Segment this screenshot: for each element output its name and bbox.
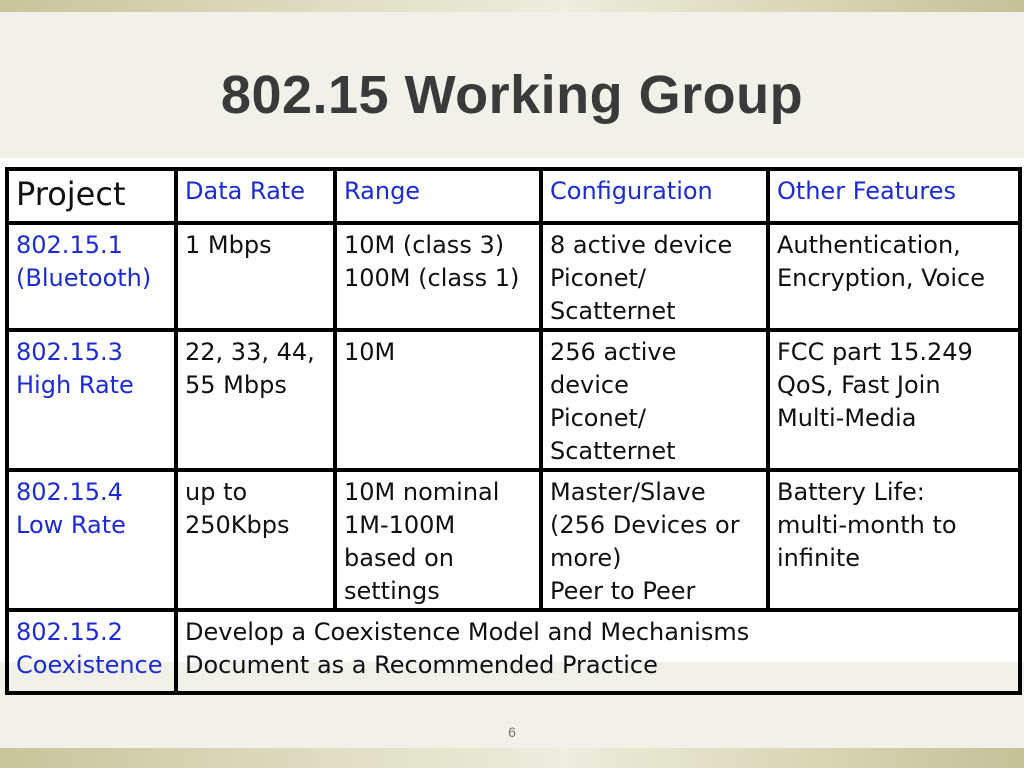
cell-configuration: 8 active device Piconet/ Scatternet xyxy=(541,223,768,330)
header-other-features: Other Features xyxy=(768,169,1020,223)
cell-project: 802.15.1 (Bluetooth) xyxy=(7,223,176,330)
table-header-row xyxy=(7,169,1020,223)
cell-data-rate: up to 250Kbps xyxy=(176,470,335,610)
bottom-decorative-band xyxy=(0,748,1024,768)
cell-range: 10M nominal 1M-100M based on settings xyxy=(335,470,541,610)
cell-other-features: Authentication, Encryption, Voice xyxy=(768,223,1020,330)
top-decorative-band xyxy=(0,0,1024,12)
cell-configuration: 256 active device Piconet/ Scatternet xyxy=(541,330,768,470)
header-range: Range xyxy=(335,169,541,223)
header-configuration: Configuration xyxy=(541,169,768,223)
table-row xyxy=(7,610,1020,693)
header-project: Project xyxy=(7,169,176,223)
working-group-table xyxy=(5,167,1022,695)
slide-title: 802.15 Working Group xyxy=(220,65,804,125)
cell-project: 802.15.4 Low Rate xyxy=(7,470,176,610)
table-row xyxy=(7,470,1020,610)
cell-range: 10M (class 3) 100M (class 1) xyxy=(335,223,541,330)
cell-other-features: FCC part 15.249 QoS, Fast Join Multi-Media xyxy=(768,330,1020,470)
table-row xyxy=(7,330,1020,470)
cell-coexistence-description: Develop a Coexistence Model and Mechanisms Document as a Recommended Practice xyxy=(176,610,1020,693)
cell-data-rate: 1 Mbps xyxy=(176,223,335,330)
table-panel xyxy=(0,158,1024,679)
header-data-rate: Data Rate xyxy=(176,169,335,223)
table-row xyxy=(7,223,1020,330)
cell-range: 10M xyxy=(335,330,541,470)
page-number: 6 xyxy=(508,724,516,740)
cell-project: 802.15.3 High Rate xyxy=(7,330,176,470)
cell-project: 802.15.2 Coexistence xyxy=(7,610,176,693)
cell-data-rate: 22, 33, 44, 55 Mbps xyxy=(176,330,335,470)
cell-configuration: Master/Slave (256 Devices or more) Peer to Peer xyxy=(541,470,768,610)
cell-other-features: Battery Life: multi-month to infinite xyxy=(768,470,1020,610)
